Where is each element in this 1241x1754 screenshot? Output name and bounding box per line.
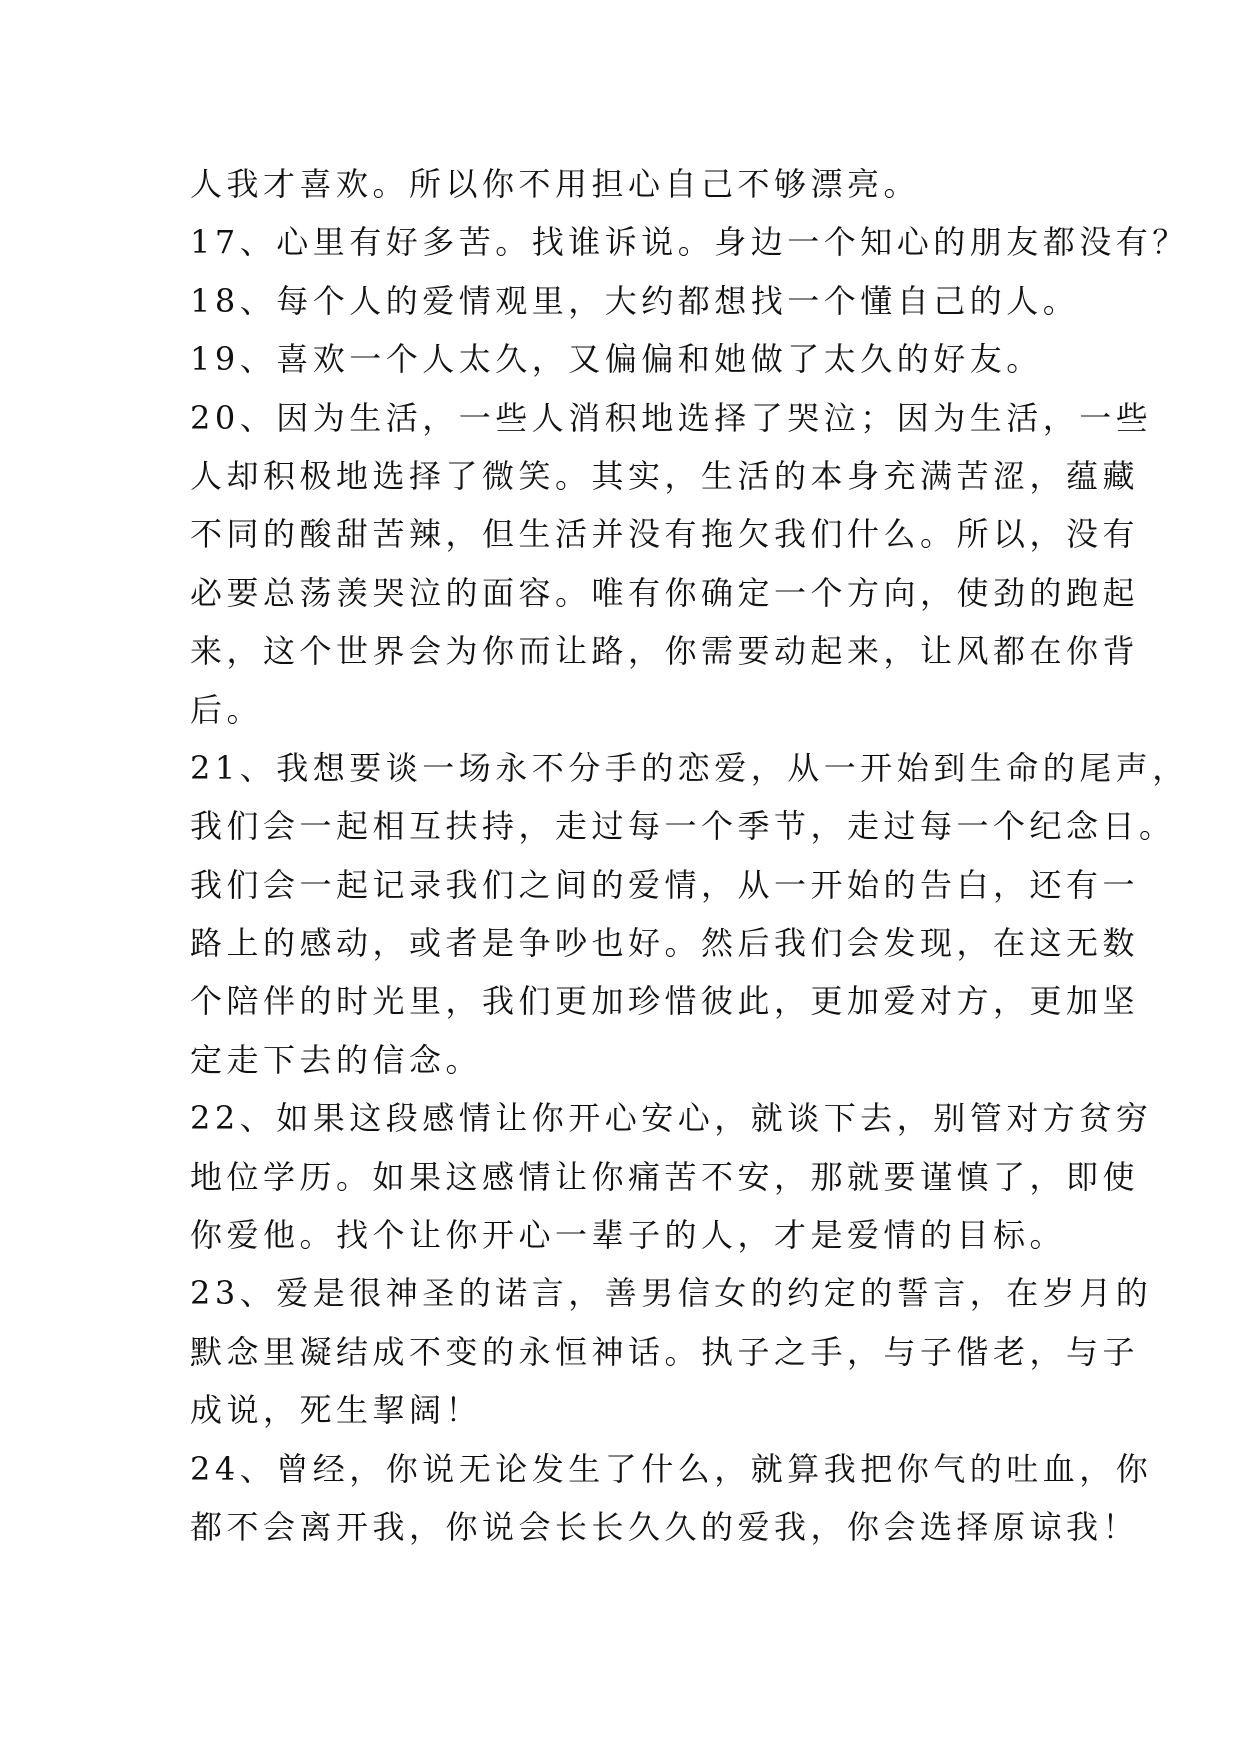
text-line: 你爱他。找个让你开心一辈子的人，才是爱情的目标。 [190,1216,1067,1255]
text-line: 来，这个世界会为你而让路，你需要动起来，让风都在你背 [190,632,1140,671]
text-line: 18、每个人的爱情观里，大约都想找一个懂自己的人。 [190,281,1080,320]
text-line: 23、爱是很神圣的诺言，善男信女的约定的誓言，在岁月的 [190,1274,1153,1313]
body-text [190,155,1189,1556]
text-line: 人却积极地选择了微笑。其实，生活的本身充满苦涩，蕴藏 [190,456,1140,495]
text-line: 19、喜欢一个人太久，又偏偏和她做了太久的好友。 [190,340,1043,379]
text-line: 21、我想要谈一场永不分手的恋爱，从一开始到生命的尾声， [190,748,1189,787]
text-line: 个陪伴的时光里，我们更加珍惜彼此，更加爱对方，更加坚 [190,982,1140,1021]
text-line: 必要总荡羡哭泣的面容。唯有你确定一个方向，使劲的跑起 [190,573,1140,612]
text-line: 定走下去的信念。 [190,1040,483,1079]
text-line: 默念里凝结成不变的永恒神话。执子之手，与子偕老，与子 [190,1332,1140,1371]
text-line: 24、曾经，你说无论发生了什么，就算我把你气的吐血，你 [190,1449,1153,1488]
text-line: 路上的感动，或者是争吵也好。然后我们会发现，在这无数 [190,924,1140,963]
text-line: 不同的酸甜苦辣，但生活并没有拖欠我们什么。所以，没有 [190,515,1140,554]
text-line: 后。 [190,690,264,729]
text-line: 20、因为生活，一些人消积地选择了哭泣；因为生活，一些 [190,398,1153,437]
text-line: 都不会离开我，你说会长长久久的爱我，你会选择原谅我！ [190,1507,1140,1546]
text-line: 成说，死生挈阔！ [190,1391,483,1430]
text-line: 17、心里有好多苦。找谁诉说。身边一个知心的朋友都没有？ [190,223,1189,262]
text-line: 22、如果这段感情让你开心安心，就谈下去，别管对方贫穷 [190,1099,1153,1138]
text-line: 人我才喜欢。所以你不用担心自己不够漂亮。 [190,165,921,203]
text-line: 我们会一起记录我们之间的爱情，从一开始的告白，还有一 [190,865,1140,904]
text-line: 我们会一起相互扶持，走过每一个季节，走过每一个纪念日。 [190,807,1176,846]
text-line: 地位学历。如果这感情让你痛苦不安，那就要谨慎了，即使 [190,1157,1140,1196]
